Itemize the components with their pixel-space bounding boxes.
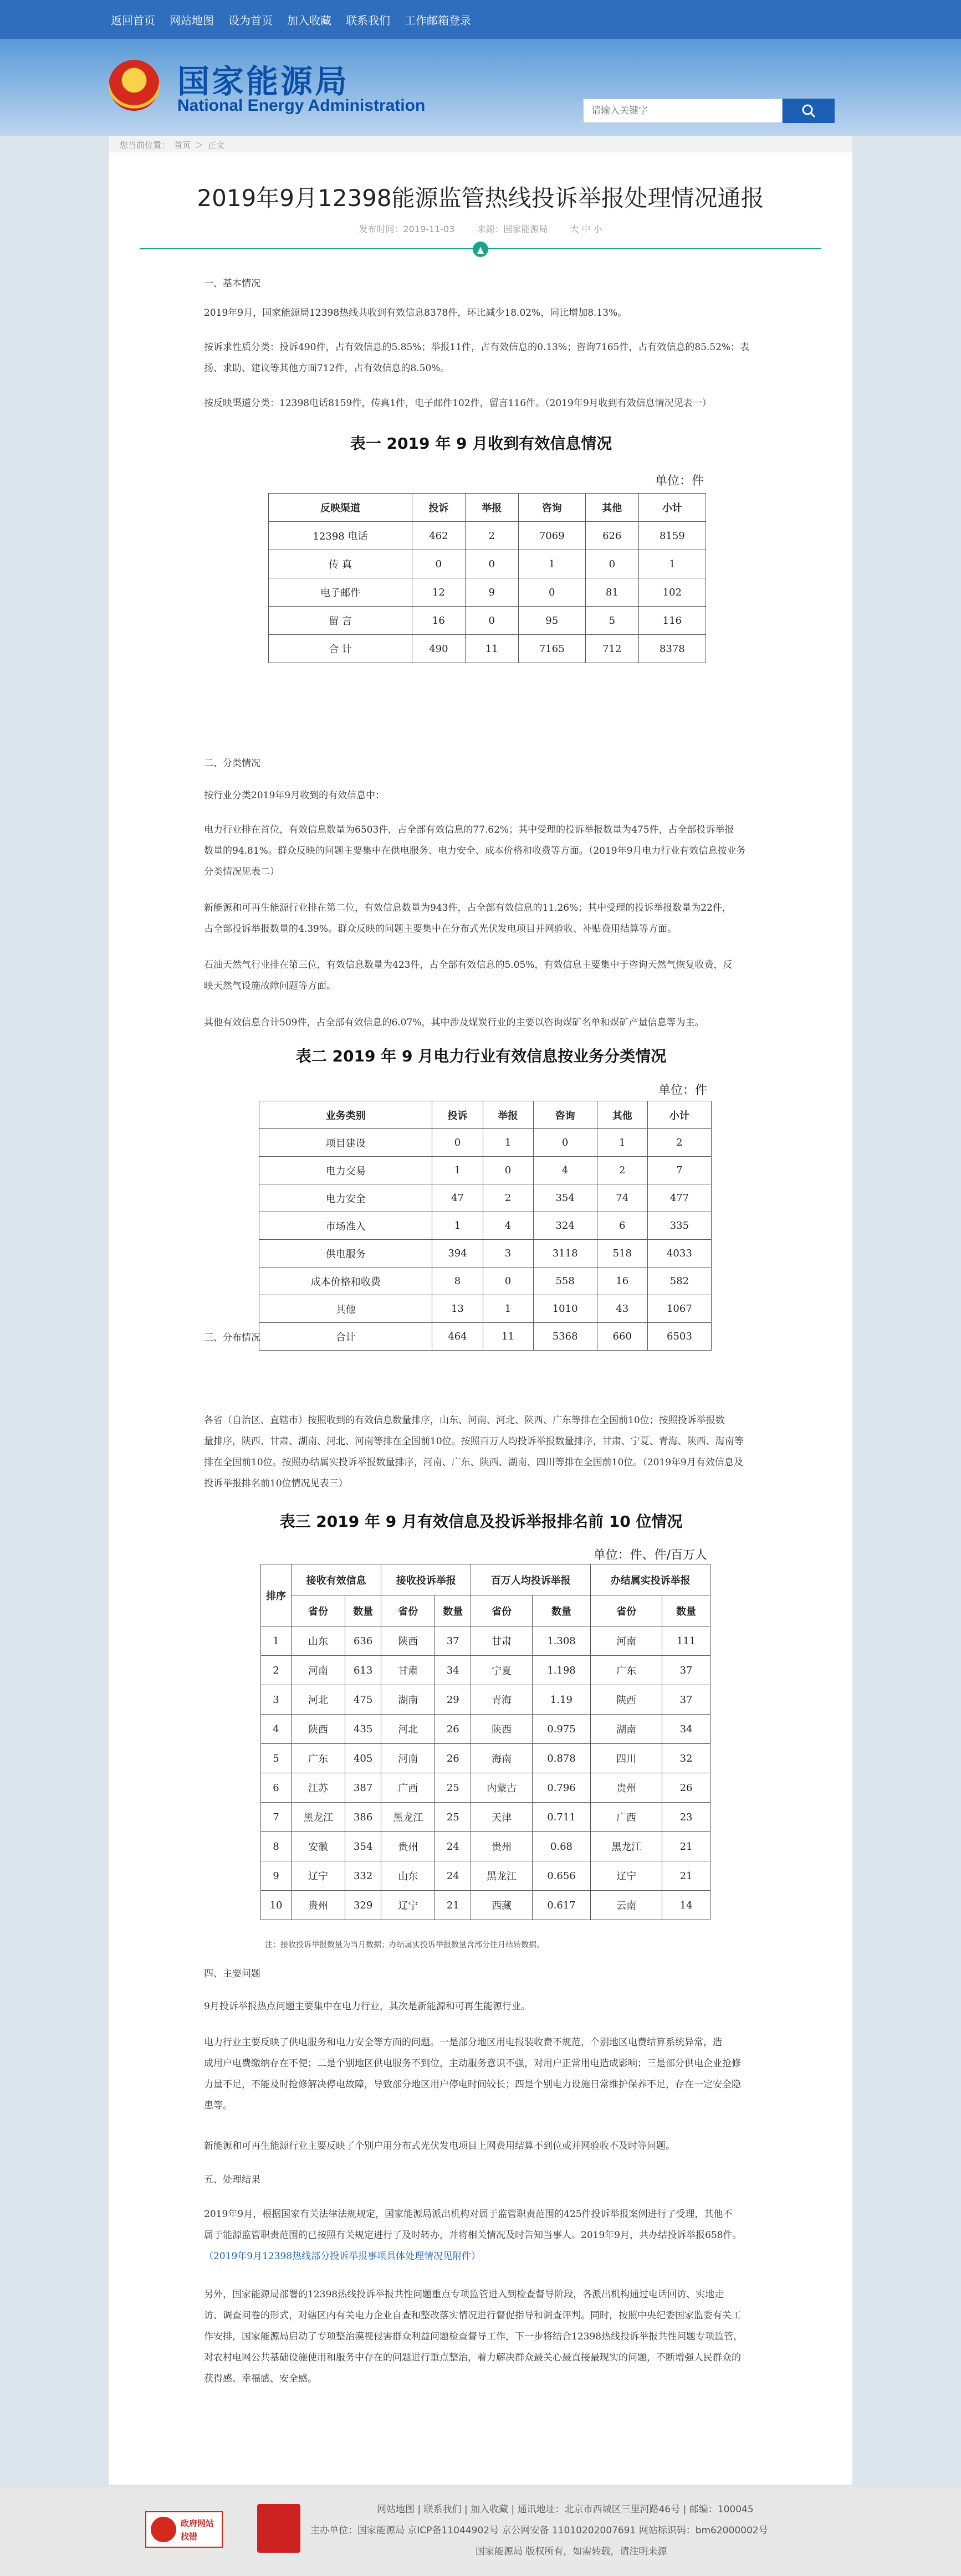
table-cell: 23	[662, 1803, 710, 1832]
paragraph: 获得感、幸福感、安全感。	[204, 2373, 317, 2384]
table-row	[259, 1323, 712, 1351]
table-cell: 7069	[518, 522, 585, 550]
table-row	[259, 1129, 712, 1157]
table-cell: 河南	[591, 1626, 662, 1656]
table-cell: 34	[662, 1715, 710, 1744]
column-subheader: 数量	[435, 1595, 471, 1626]
table-cell: 1067	[647, 1295, 711, 1323]
table-cell: 29	[435, 1685, 471, 1715]
table-cell: 5	[585, 607, 638, 635]
table-cell: 32	[662, 1744, 710, 1773]
table-cell: 518	[597, 1240, 647, 1268]
table-cell: 4	[533, 1157, 597, 1184]
table-cell: 贵州	[471, 1832, 532, 1861]
table-cell: 10	[261, 1891, 292, 1920]
paragraph: 扬、求助、建议等其他方面712件，占有效信息的8.50%。	[204, 363, 450, 374]
table-cell: 山东	[292, 1626, 345, 1656]
table-cell: 1	[483, 1295, 533, 1323]
table-cell: 43	[597, 1295, 647, 1323]
table-cell: 河南	[381, 1744, 435, 1773]
table3-note: 注：接收投诉举报数量为当月数据；办结属实投诉举报数量含部分往月结转数据。	[265, 1941, 544, 1949]
table-cell: 黑龙江	[471, 1861, 532, 1891]
table-cell: 贵州	[381, 1832, 435, 1861]
font-size-control[interactable]: 大 中 小	[570, 224, 602, 234]
column-header: 举报	[465, 494, 518, 522]
table-cell: 供电服务	[259, 1240, 432, 1268]
column-subheader: 数量	[345, 1595, 381, 1626]
table-cell: 405	[345, 1744, 381, 1773]
table-cell: 1	[261, 1626, 292, 1656]
table-cell: 16	[597, 1268, 647, 1295]
table-row	[259, 1212, 712, 1240]
table-row	[261, 1803, 710, 1832]
table-cell: 广东	[292, 1744, 345, 1773]
table-cell: 7165	[518, 635, 585, 663]
table-cell: 16	[412, 607, 465, 635]
table-cell: 内蒙古	[471, 1773, 532, 1803]
table-cell: 甘肃	[471, 1626, 532, 1656]
table-cell: 6	[597, 1212, 647, 1240]
table-cell: 116	[638, 607, 706, 635]
paragraph: 数量的94.81%。群众反映的问题主要集中在供电服务、电力安全、成本价格和收费等方面。（2019年9月电力行业有效信息按业务	[204, 845, 746, 856]
table-cell: 贵州	[591, 1773, 662, 1803]
table-cell: 成本价格和收费	[259, 1268, 432, 1295]
paragraph: 访、调查问卷的形式，对辖区内有关电力企业自查和整改落实情况进行督促指导和调查评判。同时，按照中央纪委国家监委有关工	[204, 2310, 741, 2321]
table-cell: 6	[261, 1773, 292, 1803]
paragraph: 作安排，国家能源局启动了专项整治漠视侵害群众利益问题检查督导工作，下一步将结合12398热线投诉举报共性问题专项监管，	[204, 2331, 743, 2342]
table-cell: 甘肃	[381, 1656, 435, 1685]
topbar-set-home-link[interactable]: 设为首页	[228, 13, 273, 27]
table-cell: 1	[518, 550, 585, 578]
paragraph: 映天然气设施故障问题等方面。	[204, 981, 336, 992]
table-cell: 电力交易	[259, 1157, 432, 1184]
table-cell: 8	[261, 1832, 292, 1861]
table-cell: 0.68	[532, 1832, 590, 1861]
article-meta	[109, 222, 852, 235]
table-cell: 95	[518, 607, 585, 635]
table-row	[269, 522, 706, 550]
table-cell: 582	[647, 1268, 711, 1295]
table-cell: 626	[585, 522, 638, 550]
table-cell: 21	[435, 1891, 471, 1920]
table-cell: 37	[662, 1685, 710, 1715]
table-cell: 海南	[471, 1744, 532, 1773]
column-header: 接收投诉举报	[381, 1564, 471, 1595]
table-cell: 4	[261, 1715, 292, 1744]
table-cell: 394	[432, 1240, 483, 1268]
column-header: 其他	[585, 494, 638, 522]
table-cell: 12398 电话	[269, 522, 412, 550]
column-header: 办结属实投诉举报	[591, 1564, 710, 1595]
table-cell: 34	[435, 1656, 471, 1685]
table-cell: 25	[435, 1773, 471, 1803]
table-row	[259, 1240, 712, 1268]
table-cell: 江苏	[292, 1773, 345, 1803]
breadcrumb-label: 您当前位置：	[120, 140, 170, 150]
table-cell: 558	[533, 1268, 597, 1295]
table-cell: 11	[465, 635, 518, 663]
table-row	[269, 635, 706, 663]
table-row	[261, 1626, 710, 1656]
table-row	[261, 1656, 710, 1685]
table-row	[269, 550, 706, 578]
table-cell: 广西	[381, 1773, 435, 1803]
paragraph: 2019年9月，根据国家有关法律法规规定，国家能源局派出机构对属于监管职责范围的425件投诉举报案例进行了受理，其他不	[204, 2209, 733, 2220]
table-cell: 0	[412, 550, 465, 578]
table-cell: 1	[483, 1129, 533, 1157]
paragraph: 排在全国前10位。按照办结属实投诉举报数量排序，河南、广东、陕西、湖南、四川等排在全国前10位。（2019年9月有效信息及	[204, 1457, 743, 1468]
paragraph: 各省（自治区、直辖市）按照收到的有效信息数量排序，山东、河南、河北、陕西、广东等排在全国前10位；按照投诉举报数	[204, 1415, 725, 1426]
table-cell: 传 真	[269, 550, 412, 578]
table-cell: 11	[483, 1323, 533, 1351]
table-cell: 660	[597, 1323, 647, 1351]
paragraph: 按反映渠道分类：12398电话8159件，传真1件，电子邮件102件，留言116件。（2019年9月收到有效信息情况见表一）	[204, 398, 712, 409]
column-subheader: 数量	[662, 1595, 710, 1626]
table-cell: 37	[435, 1626, 471, 1656]
table-row	[261, 1715, 710, 1744]
table-cell: 13	[432, 1295, 483, 1323]
topbar-contact-link[interactable]: 联系我们	[346, 13, 390, 27]
table-cell: 24	[435, 1861, 471, 1891]
table-cell: 市场准入	[259, 1212, 432, 1240]
table-cell: 广西	[591, 1803, 662, 1832]
attachment-link[interactable]: （2019年9月12398热线部分投诉举报事项具体处理情况见附件）	[204, 2251, 481, 2262]
table-cell: 477	[647, 1184, 711, 1212]
table-cell: 河北	[292, 1685, 345, 1715]
column-header: 咨询	[533, 1101, 597, 1129]
table-cell: 6503	[647, 1323, 711, 1351]
paragraph: 另外，国家能源局部署的12398热线投诉举报共性问题重点专项监管进入到检查督导阶段，各派出机构通过电话回访、实地走	[204, 2289, 724, 2300]
search-input[interactable]	[583, 99, 783, 123]
table-row	[259, 1268, 712, 1295]
table-cell: 25	[435, 1803, 471, 1832]
table-subheader-row	[261, 1595, 710, 1626]
table-cell: 2	[465, 522, 518, 550]
table-cell: 辽宁	[591, 1861, 662, 1891]
table-cell: 0	[518, 578, 585, 607]
gov-site-error-badge[interactable]	[145, 2511, 223, 2548]
search-icon	[801, 103, 816, 119]
table-cell: 西藏	[471, 1891, 532, 1920]
table-cell: 贵州	[292, 1891, 345, 1920]
column-header: 百万人均投诉举报	[471, 1564, 591, 1595]
column-subheader: 省份	[471, 1595, 532, 1626]
table-cell: 3118	[533, 1240, 597, 1268]
table-cell: 1.308	[532, 1626, 590, 1656]
table-cell: 12	[412, 578, 465, 607]
table-cell: 111	[662, 1626, 710, 1656]
table1-title: 表一 2019 年 9 月收到有效信息情况	[350, 434, 612, 453]
table-cell: 0	[465, 607, 518, 635]
table-cell: 0.975	[532, 1715, 590, 1744]
national-emblem-icon	[109, 60, 160, 111]
table-cell: 安徽	[292, 1832, 345, 1861]
article-source: 来源：国家能源局	[477, 224, 548, 234]
table-cell: 3	[483, 1240, 533, 1268]
chevron-up-icon[interactable]: ▲	[473, 242, 488, 257]
table-cell: 464	[432, 1323, 483, 1351]
table-cell: 2	[647, 1129, 711, 1157]
paragraph: 电力行业主要反映了供电服务和电力安全等方面的问题。一是部分地区用电报装收费不规范，个别地区电费结算系统异常，造	[204, 2037, 722, 2048]
logo-chinese[interactable]: 国家能源局	[177, 63, 350, 100]
topbar-favorite-link[interactable]: 加入收藏	[287, 13, 331, 27]
table-cell: 合计	[259, 1323, 432, 1351]
table2	[259, 1101, 712, 1351]
table-cell: 387	[345, 1773, 381, 1803]
table-cell: 0.656	[532, 1861, 590, 1891]
footer-info: 主办单位：国家能源局 京ICP备11044902号 京公网安备 11010202007691 网站标识码：bm62000002号	[310, 2525, 768, 2536]
table2-unit: 单位：件	[658, 1084, 707, 1097]
table-row	[261, 1685, 710, 1715]
table-row	[269, 607, 706, 635]
title-divider	[140, 244, 821, 259]
table-cell: 1.19	[532, 1685, 590, 1715]
section-3-heading: 三、分布情况	[204, 1332, 260, 1343]
table-cell: 0.711	[532, 1803, 590, 1832]
table-cell: 1	[638, 550, 706, 578]
table-row	[269, 578, 706, 607]
paragraph: 新能源和可再生能源行业主要反映了个别户用分布式光伏发电项目上网费用结算不到位或并网验收不及时等问题。	[204, 2141, 675, 2152]
table3	[260, 1564, 710, 1920]
gov-badge-text: 政府网站 找错	[181, 2518, 214, 2542]
table-cell: 26	[435, 1744, 471, 1773]
table-cell: 2	[483, 1184, 533, 1212]
paragraph: 石油天然气行业排在第三位，有效信息数量为423件，占全部有效信息的5.05%，有效信息主要集中于咨询天然气恢复收费，反	[204, 959, 733, 971]
table-cell: 1010	[533, 1295, 597, 1323]
table-cell: 636	[345, 1626, 381, 1656]
table-cell: 5368	[533, 1323, 597, 1351]
paragraph: 新能源和可再生能源行业排在第二位，有效信息数量为943件，占全部有效信息的11.26%；其中受理的投诉举报数量为22件，	[204, 902, 732, 914]
police-badge-icon[interactable]	[257, 2504, 300, 2553]
table-cell: 1.198	[532, 1656, 590, 1685]
table-cell: 广东	[591, 1656, 662, 1685]
table-cell: 8378	[638, 635, 706, 663]
paragraph: 按行业分类2019年9月收到的有效信息中：	[204, 790, 385, 801]
paragraph: 电力行业排在首位，有效信息数量为6503件，占全部有效信息的77.62%；其中受理的投诉举报数量为475件，占全部投诉举报	[204, 824, 734, 835]
table-cell: 329	[345, 1891, 381, 1920]
table-cell: 21	[662, 1861, 710, 1891]
table-cell: 26	[662, 1773, 710, 1803]
table-cell: 3	[261, 1685, 292, 1715]
column-header: 举报	[483, 1101, 533, 1129]
table-row	[259, 1157, 712, 1184]
table-cell: 4	[483, 1212, 533, 1240]
table-cell: 陕西	[591, 1685, 662, 1715]
table-cell: 8	[432, 1268, 483, 1295]
table-cell: 0	[483, 1157, 533, 1184]
table-cell: 电子邮件	[269, 578, 412, 607]
table-cell: 山东	[381, 1861, 435, 1891]
paragraph: 按诉求性质分类：投诉490件，占有效信息的5.85%；举报11件，占有效信息的0.13%；咨询7165件，占有效信息的85.52%；表	[204, 342, 750, 353]
column-header: 其他	[597, 1101, 647, 1129]
table-row	[261, 1773, 710, 1803]
paragraph: 占全部投诉举报数量的4.39%。群众反映的问题主要集中在分布式光伏发电项目并网验收、补贴费用结算等方面。	[204, 923, 677, 935]
site-header	[0, 39, 961, 136]
table-cell: 7	[647, 1157, 711, 1184]
breadcrumb-sep: ＞	[195, 140, 204, 150]
table-cell: 14	[662, 1891, 710, 1920]
publish-date: 发布时间：2019-11-03	[359, 224, 455, 234]
table-cell: 天津	[471, 1803, 532, 1832]
table-cell: 324	[533, 1212, 597, 1240]
table-row	[261, 1832, 710, 1861]
table3-title: 表三 2019 年 9 月有效信息及投诉举报排名前 10 位情况	[279, 1512, 683, 1531]
table-cell: 2	[261, 1656, 292, 1685]
topbar-home-link[interactable]: 返回首页	[111, 13, 155, 27]
table-row	[259, 1184, 712, 1212]
paragraph: 力量不足，不能及时抢修解决停电故障，导致部分地区用户停电时间较长；四是个别电力设施日常维护保养不足，存在一定安全隐	[204, 2079, 741, 2090]
table-cell: 354	[345, 1832, 381, 1861]
table-row	[261, 1744, 710, 1773]
paragraph: 量排序，陕西、甘肃、湖南、河北、河南等排在全国前10位。按照百万人均投诉举报数量排序，甘肃、宁夏、青海、陕西、海南等	[204, 1436, 744, 1447]
column-subheader: 省份	[381, 1595, 435, 1626]
table-header-row	[259, 1101, 712, 1129]
table-cell: 9	[261, 1861, 292, 1891]
paragraph: 9月投诉举报热点问题主要集中在电力行业，其次是新能源和可再生能源行业。	[204, 2001, 530, 2012]
breadcrumb	[109, 136, 852, 152]
table-cell: 项目建设	[259, 1129, 432, 1157]
section-4-heading: 四、主要问题	[204, 1968, 260, 1979]
table-cell: 1	[432, 1212, 483, 1240]
column-header: 投诉	[432, 1101, 483, 1129]
table-cell: 47	[432, 1184, 483, 1212]
table-cell: 7	[261, 1803, 292, 1832]
table-cell: 475	[345, 1685, 381, 1715]
table-cell: 0.796	[532, 1773, 590, 1803]
table3-unit: 单位：件、件/百万人	[593, 1548, 707, 1562]
table-cell: 电力安全	[259, 1184, 432, 1212]
table-cell: 4033	[647, 1240, 711, 1268]
page-title: 2019年9月12398能源监管热线投诉举报处理情况通报	[197, 184, 764, 212]
table-cell: 102	[638, 578, 706, 607]
table-cell: 0	[432, 1129, 483, 1157]
section-1-heading: 一、基本情况	[204, 278, 260, 289]
table-cell: 8159	[638, 522, 706, 550]
table-cell: 宁夏	[471, 1656, 532, 1685]
paragraph: 患等。	[204, 2100, 232, 2111]
column-header: 小计	[647, 1101, 711, 1129]
table-cell: 0	[585, 550, 638, 578]
table-cell: 辽宁	[381, 1891, 435, 1920]
table-cell: 386	[345, 1803, 381, 1832]
topbar-email-link[interactable]: 工作邮箱登录	[405, 13, 471, 27]
table-cell: 其他	[259, 1295, 432, 1323]
column-header: 接收有效信息	[292, 1564, 381, 1595]
table-cell: 黑龙江	[381, 1803, 435, 1832]
table-cell: 四川	[591, 1744, 662, 1773]
column-subheader: 数量	[532, 1595, 590, 1626]
table-cell: 462	[412, 522, 465, 550]
paragraph: 分类情况见表二）	[204, 866, 279, 878]
table1	[268, 493, 706, 663]
table-cell: 合 计	[269, 635, 412, 663]
logo-english[interactable]: National Energy Administration	[177, 96, 426, 115]
table-cell: 74	[597, 1184, 647, 1212]
gov-badge-icon	[151, 2517, 176, 2542]
paragraph: 2019年9月，国家能源局12398热线共收到有效信息8378件，环比减少18.02%，同比增加8.13%。	[204, 307, 627, 319]
table-cell: 0	[465, 550, 518, 578]
table1-unit: 单位：件	[655, 474, 704, 488]
table-cell: 81	[585, 578, 638, 607]
paragraph: 对农村电网公共基础设施使用和服务中存在的问题进行重点整治，着力解决群众最关心最直接最现实的问题，不断增强人民群众的	[204, 2352, 741, 2363]
table-row	[261, 1891, 710, 1920]
table-cell: 354	[533, 1184, 597, 1212]
top-bar	[0, 0, 961, 39]
column-header: 排序	[261, 1564, 292, 1626]
table-cell: 黑龙江	[292, 1803, 345, 1832]
table-cell: 0	[483, 1268, 533, 1295]
table-cell: 24	[435, 1832, 471, 1861]
table-cell: 留 言	[269, 607, 412, 635]
table-cell: 712	[585, 635, 638, 663]
column-subheader: 省份	[292, 1595, 345, 1626]
table-cell: 陕西	[471, 1715, 532, 1744]
paragraph: 成用户电费缴纳存在不便；二是个别地区供电服务不到位，主动服务意识不强，对用户正常用电造成影响；三是部分供电企业抢修	[204, 2058, 741, 2069]
search-button[interactable]	[783, 99, 835, 123]
breadcrumb-home[interactable]: 首页	[174, 140, 191, 150]
column-header: 反映渠道	[269, 494, 412, 522]
table-cell: 青海	[471, 1685, 532, 1715]
table-cell: 0.617	[532, 1891, 590, 1920]
column-header: 咨询	[518, 494, 585, 522]
column-header: 投诉	[412, 494, 465, 522]
table-cell: 黑龙江	[591, 1832, 662, 1861]
footer-copyright: 国家能源局 版权所有，如需转载，请注明来源	[476, 2546, 667, 2557]
table-cell: 湖南	[591, 1715, 662, 1744]
column-subheader: 省份	[591, 1595, 662, 1626]
table2-title: 表二 2019 年 9 月电力行业有效信息按业务分类情况	[295, 1047, 667, 1065]
paragraph: 投诉举报排名前10位情况见表三）	[204, 1478, 348, 1489]
column-header: 小计	[638, 494, 706, 522]
table-cell: 9	[465, 578, 518, 607]
topbar-sitemap-link[interactable]: 网站地图	[170, 13, 214, 27]
table-cell: 21	[662, 1832, 710, 1861]
table-cell: 陕西	[381, 1626, 435, 1656]
table-cell: 1	[597, 1129, 647, 1157]
table-cell: 490	[412, 635, 465, 663]
table-cell: 26	[435, 1715, 471, 1744]
table-cell: 5	[261, 1744, 292, 1773]
table-cell: 37	[662, 1656, 710, 1685]
paragraph: 属于能源监管职责范围的已按照有关规定进行了及时转办，并将相关情况及时告知当事人。2019年9月，共办结投诉举报658件。	[204, 2230, 742, 2241]
table-cell: 湖南	[381, 1685, 435, 1715]
table-cell: 335	[647, 1212, 711, 1240]
table-cell: 辽宁	[292, 1861, 345, 1891]
table-cell: 332	[345, 1861, 381, 1891]
table-header-row	[261, 1564, 710, 1595]
table-cell: 1	[432, 1157, 483, 1184]
table-row	[261, 1861, 710, 1891]
paragraph: 其他有效信息合计509件，占全部有效信息的6.07%，其中涉及煤炭行业的主要以咨询煤矿名单和煤矿产量信息等为主。	[204, 1017, 704, 1028]
table-cell: 河北	[381, 1715, 435, 1744]
column-header: 业务类别	[259, 1101, 432, 1129]
table-cell: 河南	[292, 1656, 345, 1685]
section-2-heading: 二、分类情况	[204, 758, 260, 769]
table-row	[259, 1295, 712, 1323]
table-cell: 613	[345, 1656, 381, 1685]
table-cell: 陕西	[292, 1715, 345, 1744]
table-cell: 0.878	[532, 1744, 590, 1773]
table-cell: 2	[597, 1157, 647, 1184]
section-5-heading: 五、处理结果	[204, 2174, 260, 2185]
table-cell: 云南	[591, 1891, 662, 1920]
footer-links[interactable]: 网站地图 | 联系我们 | 加入收藏 | 通讯地址：北京市西城区三里河路46号 | 邮编：100045	[377, 2504, 754, 2515]
table-cell: 0	[533, 1129, 597, 1157]
breadcrumb-current: 正文	[208, 140, 225, 150]
table-cell: 435	[345, 1715, 381, 1744]
table-header-row	[269, 494, 706, 522]
